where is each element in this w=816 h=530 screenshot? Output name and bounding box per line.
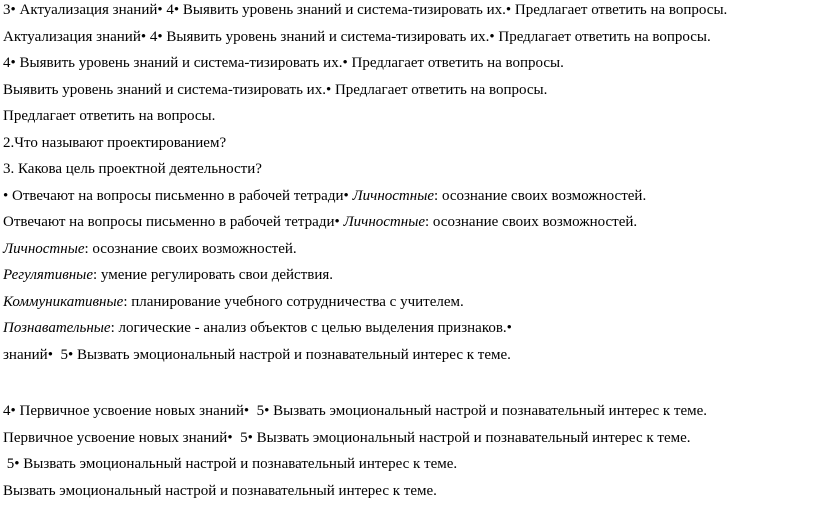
text-segment: Первичное усвоение новых знаний [3, 430, 228, 446]
text-line-1 [3, 1, 727, 19]
text-line-6 [3, 134, 226, 152]
text-segment: Предлагает ответить на вопросы. [347, 55, 564, 71]
text-segment: Выявить уровень знаний и система-тизировать их. [179, 2, 506, 18]
text-segment: Предлагает ответить на вопросы. [331, 82, 548, 98]
text-segment: Актуализация знаний [15, 2, 158, 18]
text-segment: Вызвать эмоциональный настрой и познавательный интерес к теме. [269, 403, 708, 419]
text-line-14 [3, 346, 511, 364]
text-segment: Вызвать эмоциональный настрой и познавательный интерес к теме. [3, 483, 437, 499]
text-segment: Актуализация знаний [3, 29, 141, 45]
bullet-icon: • [342, 55, 348, 71]
text-segment: Предлагает ответить на вопросы. [511, 2, 728, 18]
bullet-icon: • [10, 55, 16, 71]
italic-term: Коммуникативные [3, 294, 124, 310]
bullet-icon: • [325, 82, 332, 98]
text-segment: : умение регулировать свои действия. [93, 267, 333, 283]
text-segment: Вызвать эмоциональный настрой и познавательный интерес к теме. [19, 456, 458, 472]
text-segment: 4 [3, 55, 11, 71]
text-segment: : осознание своих возможностей. [434, 188, 647, 204]
text-segment: Выявить уровень знаний и система-тизировать их. [3, 82, 326, 98]
text-line-10 [3, 240, 297, 258]
text-line-9 [3, 213, 637, 231]
bullet-icon: • [506, 320, 512, 336]
text-segment: 5 [52, 347, 68, 363]
bullet-icon: • [3, 188, 9, 204]
text-line-17 [3, 455, 457, 473]
bullet-icon: • [243, 403, 250, 419]
bullet-icon: • [505, 2, 512, 18]
text-line-13 [3, 319, 512, 337]
text-line-5 [3, 107, 215, 125]
italic-term: Личностные [343, 214, 426, 230]
text-segment: Отвечают на вопросы письменно в рабочей тетради [8, 188, 344, 204]
bullet-icon: • [227, 430, 233, 446]
text-line-4 [3, 81, 547, 99]
text-segment: 5 [232, 430, 248, 446]
text-segment: : логические - анализ объектов с целью выделения признаков. [110, 320, 507, 336]
bullet-icon: • [67, 347, 74, 363]
bullet-icon: • [14, 456, 20, 472]
text-line-11 [3, 266, 333, 284]
text-line-18 [3, 482, 437, 500]
text-segment: 3 [3, 2, 11, 18]
text-segment: 4 [162, 2, 174, 18]
italic-term: Личностные [3, 241, 85, 257]
text-segment: 4 [146, 29, 158, 45]
text-segment: Вызвать эмоциональный настрой и познавательный интерес к теме. [252, 430, 691, 446]
bullet-icon: • [489, 29, 495, 45]
text-line-2 [3, 28, 711, 46]
text-line-15 [3, 402, 707, 420]
text-segment: 5 [249, 403, 265, 419]
text-segment: Выявить уровень знаний и система-тизировать их. [162, 29, 490, 45]
text-segment: Вызвать эмоциональный настрой и познавательный интерес к теме. [73, 347, 511, 363]
text-line-8 [3, 187, 646, 205]
bullet-icon: • [343, 188, 349, 204]
text-segment: 5 [3, 456, 15, 472]
text-segment: Предлагает ответить на вопросы. [494, 29, 711, 45]
italic-term: Регулятивные [3, 267, 93, 283]
bullet-icon: • [157, 29, 163, 45]
text-line-12 [3, 293, 464, 311]
text-segment: Первичное усвоение новых знаний [15, 403, 244, 419]
text-line-7 [3, 160, 262, 178]
text-line-16 [3, 429, 691, 447]
bullet-icon: • [247, 430, 253, 446]
italic-term: Личностные [352, 188, 435, 204]
bullet-icon: • [334, 214, 340, 230]
text-segment: Выявить уровень знаний и система-тизировать их. [15, 55, 343, 71]
bullet-icon: • [10, 403, 16, 419]
text-segment: знаний [3, 347, 48, 363]
bullet-icon: • [173, 2, 180, 18]
text-segment: 4 [3, 403, 11, 419]
text-segment: : осознание своих возможностей. [84, 241, 297, 257]
question-text: 3. Какова цель проектной деятельности? [3, 161, 262, 177]
bullet-icon: • [264, 403, 270, 419]
text-segment: Отвечают на вопросы письменно в рабочей тетради [3, 214, 335, 230]
text-segment: Предлагает ответить на вопросы. [3, 108, 216, 124]
text-line-3 [3, 54, 564, 72]
bullet-icon: • [157, 2, 163, 18]
bullet-icon: • [47, 347, 53, 363]
italic-term: Познавательные [3, 320, 111, 336]
text-segment: : планирование учебного сотрудничества с учителем. [123, 294, 464, 310]
text-segment: : осознание своих возможностей. [425, 214, 638, 230]
bullet-icon: • [10, 2, 16, 18]
bullet-icon: • [140, 29, 147, 45]
question-text: 2.Что называют проектированием? [3, 135, 227, 151]
